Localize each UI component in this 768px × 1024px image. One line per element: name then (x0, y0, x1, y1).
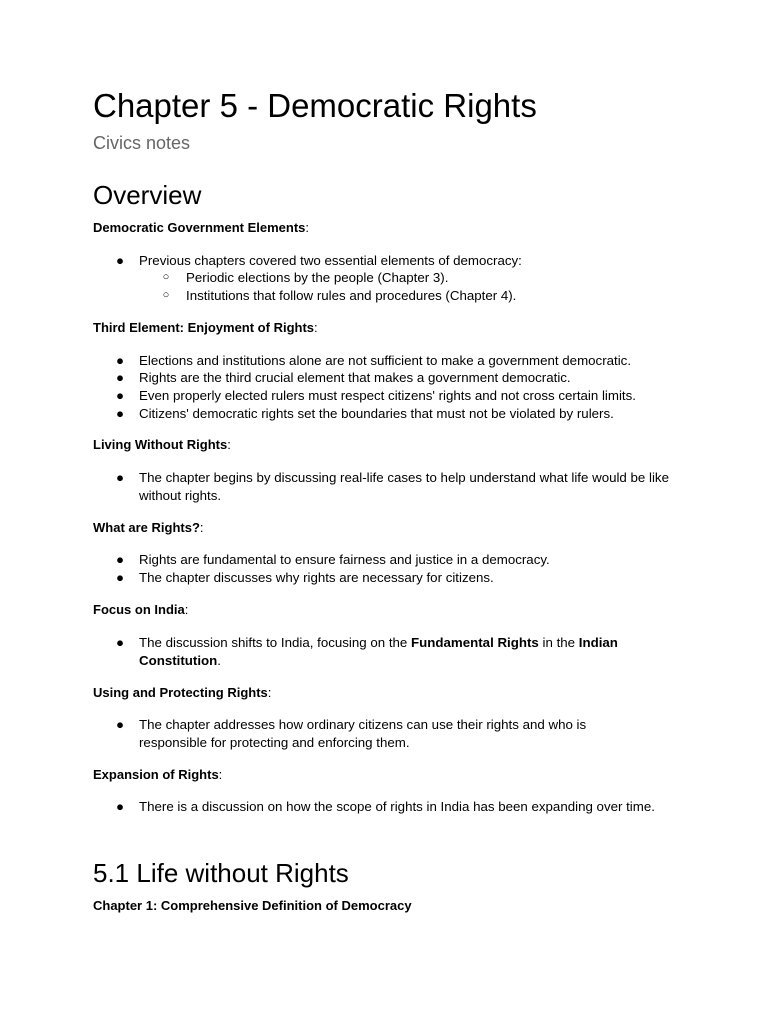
bullet-icon: ● (115, 353, 125, 368)
section-label: Third Element: Enjoyment of Rights: (93, 320, 318, 335)
list-item: ● Even properly elected rulers must respect citizens' rights and not cross certain limits. (115, 388, 636, 403)
section-label: Using and Protecting Rights: (93, 685, 272, 700)
bullet-icon: ● (115, 388, 125, 403)
indian-constitution-term: Indian Constitution (139, 635, 618, 668)
list-item: ● Elections and institutions alone are not sufficient to make a government democratic. (115, 353, 632, 368)
bullet-icon: ● (115, 552, 125, 567)
section-label: What are Rights?: (93, 520, 204, 535)
list-item: ● There is a discussion on how the scope of rights in India has been expanding over time. (115, 799, 655, 814)
bullet-icon: ● (115, 370, 125, 385)
circle-bullet-icon: ○ (162, 289, 170, 301)
list-item: ● Citizens' democratic rights set the boundaries that must not be violated by rulers. (115, 406, 614, 421)
document-title: Chapter 5 - Democratic Rights (93, 87, 537, 124)
list-item: ● The discussion shifts to India, focusing on the Fundamental Rights in the Indian Constitution. (115, 635, 618, 668)
sub-list-item: ○ Institutions that follow rules and procedures (Chapter 4). (162, 288, 517, 303)
list-item: ● The chapter begins by discussing real-life cases to help understand what life would be like without rights. (115, 470, 669, 503)
bullet-icon: ● (115, 570, 125, 585)
bullet-icon: ● (115, 406, 125, 421)
list-item: ● Previous chapters covered two essential elements of democracy: (115, 253, 522, 268)
section-5-1-heading: 5.1 Life without Rights (93, 858, 349, 888)
overview-heading: Overview (93, 180, 202, 210)
list-item: ● The chapter addresses how ordinary citizens can use their rights and who is responsible for protecting and enforcing them. (115, 717, 587, 750)
section-label: Democratic Government Elements: (93, 220, 310, 235)
list-item: ● The chapter discusses why rights are necessary for citizens. (115, 570, 494, 585)
bullet-icon: ● (115, 799, 125, 814)
bullet-icon: ● (115, 635, 125, 650)
bullet-icon: ● (115, 253, 125, 268)
bullet-icon: ● (115, 470, 125, 485)
document-subtitle: Civics notes (93, 133, 191, 153)
list-item: ● Rights are the third crucial element that makes a government democratic. (115, 370, 571, 385)
list-item: ● Rights are fundamental to ensure fairness and justice in a democracy. (115, 552, 550, 567)
section-label: Chapter 1: Comprehensive Definition of Democracy (93, 898, 412, 913)
section-label: Focus on India: (93, 602, 189, 617)
circle-bullet-icon: ○ (162, 271, 170, 283)
section-label: Expansion of Rights: (93, 767, 223, 782)
bullet-icon: ● (115, 717, 125, 732)
fundamental-rights-term: Fundamental Rights (411, 635, 539, 650)
section-label: Living Without Rights: (93, 437, 231, 452)
sub-list-item: ○ Periodic elections by the people (Chapter 3). (162, 270, 449, 285)
